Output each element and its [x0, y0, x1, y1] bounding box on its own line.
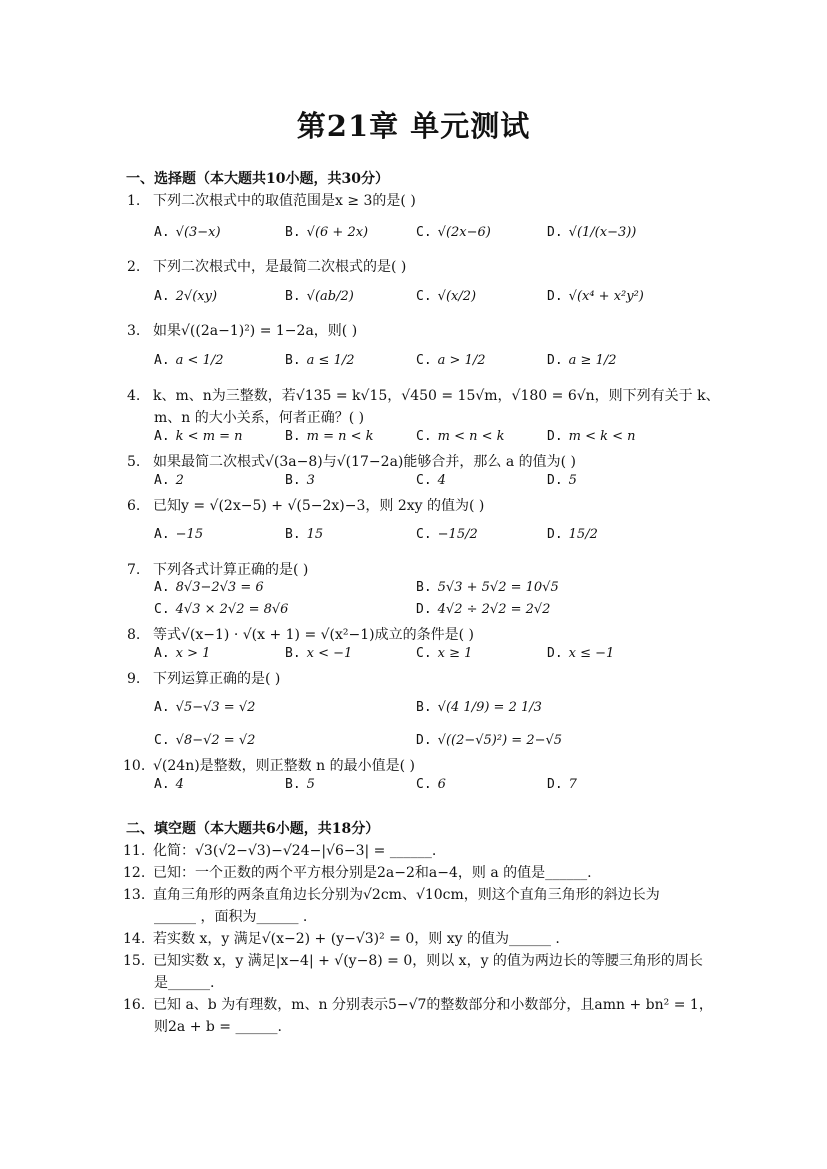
option-text: x ≤ −1	[568, 646, 615, 661]
option-c	[154, 602, 288, 617]
option-text: a > 1/2	[437, 353, 486, 368]
option-text: 5√3 + 5√2 = 10√5	[437, 580, 559, 595]
question-4	[127, 385, 727, 405]
option-label: D.	[416, 733, 432, 748]
option-label: B.	[416, 580, 432, 595]
option-text: m < n < k	[437, 429, 505, 444]
option-a	[154, 700, 255, 715]
option-label: D.	[547, 777, 563, 792]
option-label: C.	[154, 602, 170, 617]
option-a	[154, 473, 184, 488]
question-stem: k、m、n为三整数，若√135 = k√15，√450 = 15√m，√180 = 6√n，则下列有关于 k、	[153, 388, 720, 404]
question-number: 1.	[127, 193, 141, 209]
question-number: 14.	[123, 931, 146, 947]
option-text: x ≥ 1	[437, 646, 473, 661]
option-b	[285, 429, 374, 444]
question-number: 8.	[127, 627, 141, 643]
question-stem-continued: 则2a + b = ______.	[154, 1019, 282, 1035]
question-number: 15.	[123, 953, 146, 969]
option-label: D.	[547, 225, 563, 240]
option-b	[416, 700, 542, 715]
question-stem: √(24n)是整数，则正整数 n 的最小值是( )	[153, 758, 415, 774]
option-b	[285, 646, 352, 661]
question-10	[123, 755, 723, 775]
question-number: 12.	[123, 865, 146, 881]
option-label: D.	[547, 473, 563, 488]
question-15	[123, 950, 723, 970]
option-b	[285, 777, 315, 792]
option-text: √((2−√5)²) = 2−√5	[437, 733, 563, 748]
option-text: x > 1	[175, 646, 211, 661]
question-stem: 已知y = √(2x−5) + √(5−2x)−3，则 2xy 的值为( )	[153, 498, 485, 514]
question-number: 3.	[127, 323, 141, 339]
option-label: A.	[154, 700, 170, 715]
option-c	[416, 225, 491, 240]
question-1	[127, 190, 727, 210]
question-stem-continued: ______ ，面积为______ .	[154, 909, 308, 925]
option-label: A.	[154, 646, 170, 661]
option-d	[416, 602, 550, 617]
question-number: 13.	[123, 887, 146, 903]
option-label: D.	[547, 646, 563, 661]
option-d	[547, 353, 617, 368]
section-header-fill: 二、填空题（本大题共6小题，共18分）	[126, 821, 380, 837]
option-b	[285, 225, 368, 240]
option-c	[416, 473, 446, 488]
question-stem: 已知实数 x，y 满足|x−4| + √(y−8) = 0，则以 x，y 的值为两边长的等腰三角形的周长	[153, 953, 703, 969]
option-text: 5	[568, 473, 577, 488]
section-header-choice: 一、选择题（本大题共10小题，共30分）	[126, 171, 389, 187]
option-label: C.	[416, 527, 432, 542]
option-text: √(6 + 2x)	[306, 225, 369, 240]
option-label: A.	[154, 353, 170, 368]
option-label: C.	[416, 473, 432, 488]
option-d	[547, 289, 644, 304]
option-d	[547, 646, 614, 661]
question-number: 2.	[127, 259, 141, 275]
option-text: √(1/(x−3))	[568, 225, 637, 240]
option-text: 2	[175, 473, 184, 488]
question-stem-continued: 是______.	[154, 975, 215, 991]
option-b	[416, 580, 559, 595]
option-a	[154, 353, 224, 368]
option-text: x < −1	[306, 646, 353, 661]
option-text: 5	[306, 777, 315, 792]
option-label: C.	[416, 289, 432, 304]
option-c	[416, 429, 505, 444]
option-text: 4	[175, 777, 184, 792]
option-label: B.	[285, 527, 301, 542]
option-label: B.	[285, 777, 301, 792]
option-text: 8√3−2√3 = 6	[175, 580, 264, 595]
option-c	[416, 777, 446, 792]
option-text: √(3−x)	[175, 225, 221, 240]
question-11	[123, 840, 723, 860]
question-number: 6.	[127, 498, 141, 514]
option-label: B.	[285, 353, 301, 368]
option-label: D.	[416, 602, 432, 617]
option-d	[547, 777, 577, 792]
option-c	[154, 733, 255, 748]
question-stem: 如果最简二次根式√(3a−8)与√(17−2a)能够合并，那么 a 的值为( )	[153, 454, 576, 470]
option-d	[547, 527, 598, 542]
option-label: C.	[154, 733, 170, 748]
option-a	[154, 289, 217, 304]
option-d	[547, 473, 577, 488]
option-c	[416, 527, 478, 542]
question-number: 16.	[123, 997, 146, 1013]
question-stem: 直角三角形的两条直角边长分别为√2cm、√10cm，则这个直角三角形的斜边长为	[153, 887, 660, 903]
option-text: √(2x−6)	[437, 225, 491, 240]
option-label: A.	[154, 777, 170, 792]
question-number: 10.	[123, 758, 146, 774]
option-label: D.	[547, 429, 563, 444]
question-14	[123, 928, 723, 948]
page-title: 第21章 单元测试	[296, 109, 531, 143]
question-number: 11.	[123, 843, 146, 859]
question-stem: 化简：√3(√2−√3)−√24−|√6−3| = ______.	[153, 843, 437, 859]
question-3	[127, 320, 727, 340]
option-text: 6	[437, 777, 446, 792]
question-number: 7.	[127, 562, 141, 578]
question-12	[123, 862, 723, 882]
question-5	[127, 451, 727, 471]
question-stem: 下列二次根式中的取值范围是x ≥ 3的是( )	[153, 193, 416, 209]
option-text: a ≥ 1/2	[568, 353, 617, 368]
question-2	[127, 256, 727, 276]
option-a	[154, 646, 210, 661]
question-number: 5.	[127, 454, 141, 470]
option-text: k < m = n	[175, 429, 243, 444]
option-label: B.	[416, 700, 432, 715]
option-text: 2√(xy)	[175, 289, 218, 304]
question-stem: 已知：一个正数的两个平方根分别是2a−2和a−4，则 a 的值是______.	[153, 865, 592, 881]
option-label: D.	[547, 289, 563, 304]
option-text: m = n < k	[306, 429, 374, 444]
option-text: √(ab/2)	[306, 289, 354, 304]
question-stem: 下列各式计算正确的是( )	[153, 562, 309, 578]
option-text: √8−√2 = √2	[175, 733, 256, 748]
option-c	[416, 289, 476, 304]
option-text: −15	[175, 527, 204, 542]
option-text: 7	[568, 777, 577, 792]
option-text: 15	[306, 527, 324, 542]
option-label: A.	[154, 289, 170, 304]
option-text: a ≤ 1/2	[306, 353, 355, 368]
question-stem: 等式√(x−1) · √(x + 1) = √(x²−1)成立的条件是( )	[153, 627, 475, 643]
option-label: A.	[154, 473, 170, 488]
option-text: 4	[437, 473, 446, 488]
question-stem: 下列二次根式中，是最简二次根式的是( )	[153, 259, 407, 275]
option-a	[154, 580, 264, 595]
option-label: B.	[285, 289, 301, 304]
question-stem: 若实数 x，y 满足√(x−2) + (y−√3)² = 0，则 xy 的值为______ .	[153, 931, 560, 947]
question-number: 9.	[127, 671, 141, 687]
question-8	[127, 624, 727, 644]
option-b	[285, 289, 354, 304]
option-label: D.	[547, 353, 563, 368]
option-b	[285, 527, 323, 542]
option-d	[547, 429, 636, 444]
question-stem: 下列运算正确的是( )	[153, 671, 281, 687]
option-b	[285, 473, 315, 488]
option-b	[285, 353, 355, 368]
question-7	[127, 559, 727, 579]
option-text: 4√2 ÷ 2√2 = 2√2	[437, 602, 551, 617]
question-6	[127, 495, 727, 515]
option-label: C.	[416, 646, 432, 661]
option-a	[154, 777, 184, 792]
option-text: √5−√3 = √2	[175, 700, 256, 715]
option-text: √(x/2)	[437, 289, 477, 304]
option-d	[416, 733, 562, 748]
option-label: A.	[154, 527, 170, 542]
option-label: A.	[154, 580, 170, 595]
option-text: a < 1/2	[175, 353, 224, 368]
option-text: −15/2	[437, 527, 478, 542]
option-d	[547, 225, 636, 240]
option-label: C.	[416, 777, 432, 792]
question-16	[123, 994, 723, 1014]
option-a	[154, 429, 243, 444]
option-label: A.	[154, 225, 170, 240]
option-a	[154, 225, 221, 240]
option-label: C.	[416, 353, 432, 368]
option-text: 15/2	[568, 527, 598, 542]
option-text: 3	[306, 473, 315, 488]
question-stem-continued: m、n 的大小关系，何者正确？( )	[154, 410, 365, 426]
option-label: D.	[547, 527, 563, 542]
option-text: 4√3 × 2√2 = 8√6	[175, 602, 289, 617]
question-number: 4.	[127, 388, 141, 404]
option-a	[154, 527, 203, 542]
option-label: B.	[285, 225, 301, 240]
option-label: B.	[285, 473, 301, 488]
question-13	[123, 884, 723, 904]
option-text: √(4 1/9) = 2 1/3	[437, 700, 542, 715]
option-label: C.	[416, 225, 432, 240]
option-c	[416, 646, 472, 661]
option-label: B.	[285, 429, 301, 444]
question-stem: 已知 a、b 为有理数，m、n 分别表示5−√7的整数部分和小数部分，且amn + bn² = 1，	[153, 997, 713, 1013]
option-label: B.	[285, 646, 301, 661]
option-text: m < k < n	[568, 429, 636, 444]
option-label: A.	[154, 429, 170, 444]
option-label: C.	[416, 429, 432, 444]
option-text: √(x⁴ + x²y²)	[568, 289, 644, 304]
option-c	[416, 353, 486, 368]
question-9	[127, 668, 727, 688]
question-stem: 如果√((2a−1)²) = 1−2a，则( )	[153, 323, 358, 339]
